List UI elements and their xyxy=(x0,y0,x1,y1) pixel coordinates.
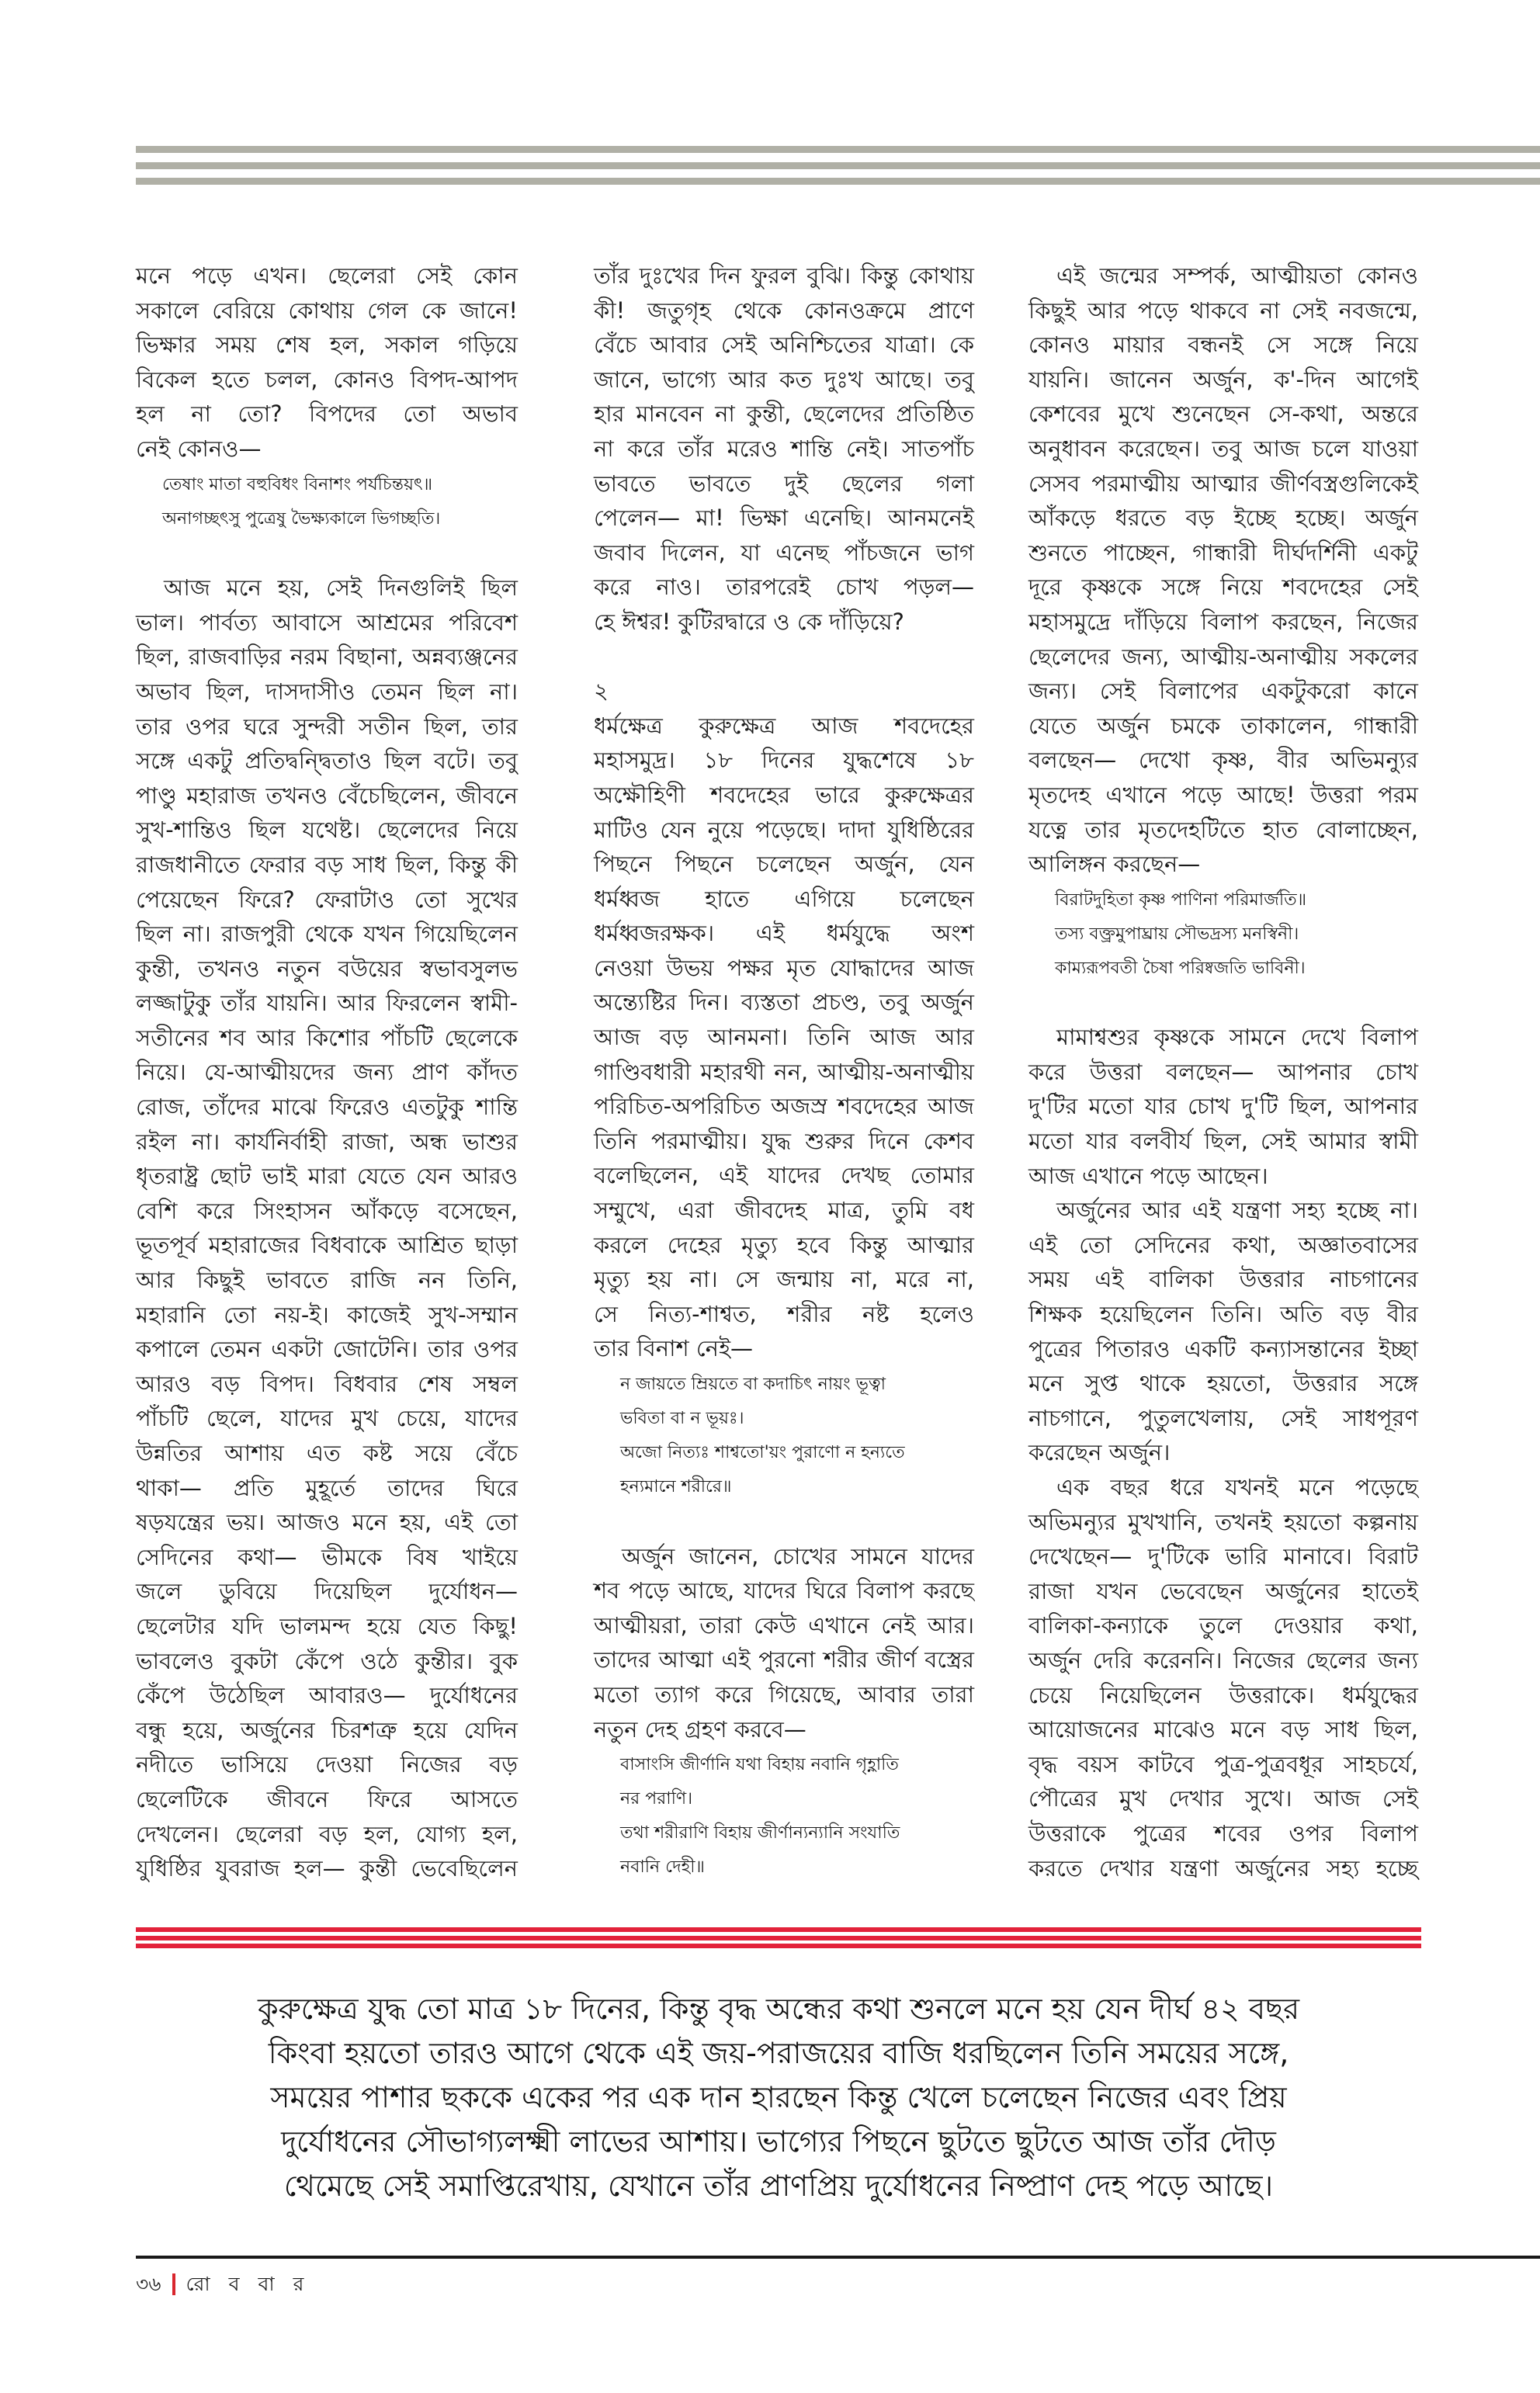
page-footer xyxy=(136,2265,310,2304)
text-line: মামাশ্বশুর কৃষ্ণকে সামনে দেখে বিলাপ xyxy=(1056,1024,1418,1051)
text-line: অর্জুন দেরি করেননি। নিজের ছেলের জন্য xyxy=(1028,1646,1418,1673)
text-line: ধর্মক্ষেত্র কুরুক্ষেত্র আজ শবদেহের xyxy=(594,712,974,739)
text-line: লজ্জাটুকু তাঁর যায়নি। আর ফিরলেন স্বামী- xyxy=(136,990,518,1017)
paragraph xyxy=(136,258,518,466)
text-line: আলিঙ্গন করছেন— xyxy=(1028,851,1201,878)
sanskrit-verse xyxy=(136,468,518,536)
text-line: তিনি পরমাত্মীয়। যুদ্ধ শুরুর দিনে কেশব xyxy=(594,1127,974,1154)
pull-quote-line: দুর্যোধনের সৌভাগ্যলক্ষ্মী লাভের আশায়। ভাগ্যের পিছনে ছুটতে ছুটতে আজ তাঁর দৌড় xyxy=(281,2124,1276,2159)
text-line: কী! জতুগৃহ থেকে কোনওক্রমে প্রাণে xyxy=(594,297,974,324)
text-line: ছেলেদের জন্য, আত্মীয়-অনাত্মীয় সকলের xyxy=(1028,643,1418,670)
text-line: বেশি করে সিংহাসন আঁকড়ে বসেছেন, xyxy=(136,1197,518,1224)
text-line: জবাব দিলেন, যা এনেছ পাঁচজনে ভাগ xyxy=(594,539,974,566)
text-line: পৌত্রের মুখ দেখার সুখে। আজ সেই xyxy=(1028,1785,1418,1812)
pull-quote-line: থেমেছে সেই সমাপ্তিরেখায়, যেখানে তাঁর প্রাণপ্রিয় দুর্যোধনের নিষ্প্রাণ দেহ পড়ে আছে। xyxy=(283,2169,1274,2203)
top-rule xyxy=(136,162,1540,169)
text-line: কুন্তী, তখনও নতুন বউয়ের স্বভাবসুলভ xyxy=(136,955,518,982)
text-line: করলে দেহের মৃত্যু হবে কিন্তু আত্মার xyxy=(594,1231,974,1258)
text-line: সকালে বেরিয়ে কোথায় গেল কে জানে! xyxy=(136,297,518,324)
text-line: ধর্মধ্বজরক্ষক। এই ধর্মযুদ্ধে অংশ xyxy=(594,920,974,947)
paragraph xyxy=(594,258,974,640)
top-rule xyxy=(136,178,1540,185)
paragraph xyxy=(1028,1020,1418,1193)
text-line: পেলেন— মা! ভিক্ষা এনেছি। আনমনেই xyxy=(594,505,974,532)
text-line: সেদিনের কথা— ভীমকে বিষ খাইয়ে xyxy=(136,1543,518,1570)
verse-line: ন জায়তে ম্রিয়তে বা কদাচিৎ নায়ং ভূত্বা xyxy=(620,1375,886,1394)
text-line: থাকা— প্রতি মুহূর্তে তাদের ঘিরে xyxy=(136,1474,518,1501)
text-line: আত্মীয়রা, তারা কেউ এখানে নেই আর। xyxy=(594,1611,974,1639)
text-line: নিয়ে। যে-আত্মীয়দের জন্য প্রাণ কাঁদত xyxy=(136,1059,518,1086)
text-line: করতে দেখার যন্ত্রণা অর্জুনের সহ্য হচ্ছে xyxy=(1028,1854,1418,1881)
page-number: ৩৬ xyxy=(136,2273,161,2295)
pull-quote xyxy=(136,1987,1421,2208)
text-line: মাটিও যেন নুয়ে পড়েছে। দাদা যুধিষ্ঠিরের xyxy=(594,816,974,843)
text-line: এই তো সেদিনের কথা, অজ্ঞাতবাসের xyxy=(1028,1231,1418,1258)
text-line: আজ এখানে পড়ে আছেন। xyxy=(1028,1162,1268,1189)
text-line: আরও বড় বিপদ। বিধবার শেষ সম্বল xyxy=(136,1370,518,1397)
text-line: বিকেল হতে চলল, কোনও বিপদ-আপদ xyxy=(136,366,518,393)
sanskrit-verse xyxy=(1028,883,1418,986)
verse-line: বাসাংসি জীর্ণানি যথা বিহায় নবানি গৃহ্ণাতি xyxy=(620,1755,899,1775)
article-column-3 xyxy=(1028,258,1418,1885)
text-line: এই জন্মের সম্পর্ক, আত্মীয়তা কোনও xyxy=(1056,262,1418,289)
text-line: হল না তো? বিপদের তো অভাব xyxy=(136,401,518,428)
verse-line: বিরাটদুহিতা কৃষ্ণ পাণিনা পরিমার্জতি॥ xyxy=(1055,890,1307,910)
text-line: কপালে তেমন একটা জোটেনি। তার ওপর xyxy=(136,1336,518,1363)
sanskrit-verse xyxy=(594,1748,974,1885)
text-line: কোনও মায়ার বন্ধনই সে সঙ্গে নিয়ে xyxy=(1028,331,1418,359)
text-line: নেওয়া উভয় পক্ষর মৃত যোদ্ধাদের আজ xyxy=(594,954,974,981)
text-line: সতীনের শব আর কিশোর পাঁচটি ছেলেকে xyxy=(136,1024,518,1051)
text-line: যত্নে তার মৃতদেহটিতে হাত বোলাচ্ছেন, xyxy=(1028,816,1418,843)
paragraph xyxy=(1028,1193,1418,1470)
text-line: বলছেন— দেখো কৃষ্ণ, বীর অভিমন্যুর xyxy=(1028,747,1418,774)
text-line: আজ মনে হয়, সেই দিনগুলিই ছিল xyxy=(164,574,518,602)
text-line: সুখ-শান্তিও ছিল যথেষ্ট। ছেলেদের নিয়ে xyxy=(136,817,518,844)
text-line: হার মানবেন না কুন্তী, ছেলেদের প্রতিষ্ঠিত xyxy=(594,401,974,428)
text-line: দূরে কৃষ্ণকে সঙ্গে নিয়ে শবদেহের সেই xyxy=(1028,574,1418,601)
text-line: শিক্ষক হয়েছিলেন তিনি। অতি বড় বীর xyxy=(1028,1301,1418,1328)
text-line: ছিল, রাজবাড়ির নরম বিছানা, অন্নব্যঞ্জনের xyxy=(136,643,518,671)
text-line: অক্ষৌহিণী শবদেহের ভারে কুরুক্ষেত্রর xyxy=(594,781,974,808)
footer-rule xyxy=(136,2256,1540,2259)
text-line: এক বছর ধরে যখনই মনে পড়েছে xyxy=(1056,1474,1418,1500)
paragraph xyxy=(594,709,974,1366)
text-line: আজ বড় আনমনা। তিনি আজ আর xyxy=(594,1024,974,1051)
text-line: কেশবের মুখে শুনেছেন সে-কথা, অন্তরে xyxy=(1028,401,1418,428)
text-line: ভিক্ষার সময় শেষ হল, সকাল গড়িয়ে xyxy=(136,331,518,359)
text-line: নদীতে ভাসিয়ে দেওয়া নিজের বড় xyxy=(136,1751,518,1778)
text-line: ধৃতরাষ্ট্র ছোট ভাই মারা যেতে যেন আরও xyxy=(136,1163,518,1190)
text-line: পাঁচটি ছেলে, যাদের মুখ চেয়ে, যাদের xyxy=(136,1405,518,1432)
text-line: তাঁর দুঃখের দিন ফুরল বুঝি। কিন্তু কোথায় xyxy=(594,262,974,289)
text-line: করেছেন অর্জুন। xyxy=(1028,1439,1171,1466)
text-line: পেয়েছেন ফিরে? ফেরাটাও তো সুখের xyxy=(136,886,518,913)
paragraph xyxy=(136,571,518,1886)
article-column-1 xyxy=(136,258,518,1886)
text-line: নেই কোনও— xyxy=(136,435,262,462)
text-line: সঙ্গে একটু প্রতিদ্বন্দ্বিতাও ছিল বটে। তবু xyxy=(136,747,518,775)
paragraph-spacer xyxy=(136,536,518,571)
text-line: পিছনে পিছনে চলেছেন অর্জুন, যেন xyxy=(594,851,974,878)
text-line: বেঁচে আবার সেই অনিশ্চিতের যাত্রা। কে xyxy=(594,331,974,359)
text-line: মহারানি তো নয়-ই। কাজেই সুখ-সম্মান xyxy=(136,1301,518,1328)
text-line: ষড়যন্ত্রের ভয়। আজও মনে হয়, এই তো xyxy=(136,1509,518,1536)
text-line: যায়নি। জানেন অর্জুন, ক'-দিন আগেই xyxy=(1028,366,1418,393)
text-line: ভাবলেও বুকটা কেঁপে ওঠে কুন্তীর। বুক xyxy=(136,1647,518,1674)
pull-quote-line: কিংবা হয়তো তারও আগে থেকে এই জয়-পরাজয়ের বাজি ধরছিলেন তিনি সময়ের সঙ্গে, xyxy=(268,2036,1289,2070)
text-line: রাজা যখন ভেবেছেন অর্জুনের হাতেই xyxy=(1028,1577,1418,1604)
text-line: চেয়ে নিয়েছিলেন উত্তরাকে। ধর্মযুদ্ধের xyxy=(1028,1681,1418,1708)
text-line: ধর্মধ্বজ হাতে এগিয়ে চলেছেন xyxy=(594,885,974,912)
verse-line: নর পরাণি। xyxy=(620,1789,693,1809)
text-line: করে উত্তরা বলছেন— আপনার চোখ xyxy=(1028,1058,1418,1085)
text-line: মহাসমুদ্র। ১৮ দিনের যুদ্ধশেষে ১৮ xyxy=(594,747,974,774)
text-line: মতো যার বলবীর্য ছিল, সেই আমার স্বামী xyxy=(1028,1128,1418,1155)
sanskrit-verse xyxy=(594,1368,974,1504)
verse-line: অনাগচ্ছৎসু পুত্রেষু ভৈক্ষ্যকালে ভিগচ্ছতি। xyxy=(162,508,441,529)
text-line: নাচগানে, পুতুলখেলায়, সেই সাধপূরণ xyxy=(1028,1404,1418,1431)
text-line: অর্জুনের আর এই যন্ত্রণা সহ্য হচ্ছে না। xyxy=(1056,1197,1418,1224)
pull-quote-rule xyxy=(136,1936,1421,1940)
text-line: যুধিষ্ঠির যুবরাজ হল— কুন্তী ভেবেছিলেন xyxy=(136,1855,518,1882)
text-line: অনুধাবন করেছেন। তবু আজ চলে যাওয়া xyxy=(1028,435,1418,462)
text-line: যেতে অর্জুন চমকে তাকালেন, গান্ধারী xyxy=(1028,712,1418,739)
text-line: না করে তাঁর মরেও শান্তি নেই। সাতপাঁচ xyxy=(594,435,974,462)
paragraph-spacer xyxy=(594,640,974,675)
verse-line: ভবিতা বা ন ভূয়ঃ। xyxy=(620,1409,744,1428)
text-line: জলে ডুবিয়ে দিয়েছিল দুর্যোধন— xyxy=(136,1578,518,1605)
text-line: বন্ধু হয়ে, অর্জুনের চিরশত্রু হয়ে যেদিন xyxy=(136,1716,518,1743)
text-line: আর কিছুই ভাবতে রাজি নন তিনি, xyxy=(136,1267,518,1294)
pull-quote-rule xyxy=(136,1927,1421,1932)
text-line: করে নাও। তারপরেই চোখ পড়ল— xyxy=(594,574,974,601)
verse-line: হন্যমানে শরীরে॥ xyxy=(620,1477,732,1496)
text-line: সে নিত্য-শাশ্বত, শরীর নষ্ট হলেও xyxy=(594,1300,974,1327)
section-number: ২ xyxy=(594,678,609,705)
text-line: পাণ্ডু মহারাজ তখনও বেঁচেছিলেন, জীবনে xyxy=(136,782,518,809)
text-line: কিছুই আর পড়ে থাকবে না সেই নবজন্মে, xyxy=(1028,297,1418,324)
text-line: শব পড়ে আছে, যাদের ঘিরে বিলাপ করছে xyxy=(594,1577,974,1604)
text-line: ভূতপূর্ব মহারাজের বিধবাকে আশ্রিত ছাড়া xyxy=(136,1232,518,1259)
paragraph xyxy=(594,1539,974,1747)
text-line: দু'টির মতো যার চোখ দু'টি ছিল, আপনার xyxy=(1028,1093,1418,1120)
text-line: উন্নতির আশায় এত কষ্ট সয়ে বেঁচে xyxy=(136,1440,518,1466)
text-line: মতো ত্যাগ করে গিয়েছে, আবার তারা xyxy=(594,1680,974,1708)
text-line: সেসব পরমাত্মীয় আত্মার জীর্ণবস্ত্রগুলিকেই xyxy=(1028,470,1418,497)
verse-line: তথা শরীরাণি বিহায় জীর্ণান্যন্যানি সংযাতি xyxy=(620,1823,900,1843)
text-line: মনে সুপ্ত থাকে হয়তো, উত্তরার সঙ্গে xyxy=(1028,1370,1418,1397)
text-line: তার বিনাশ নেই— xyxy=(594,1335,754,1362)
text-line: রোজ, তাঁদের মাঝে ফিরেও এতটুকু শান্তি xyxy=(136,1094,518,1121)
text-line: জন্য। সেই বিলাপের একটুকরো কানে xyxy=(1028,678,1418,705)
pull-quote-line: সময়ের পাশার ছককে একের পর এক দান হারছেন কিন্তু খেলে চলেছেন নিজের এবং প্রিয় xyxy=(270,2080,1287,2114)
text-line: সম্মুখে, এরা জীবদেহ মাত্র, তুমি বধ xyxy=(594,1197,974,1224)
text-line: অন্ত্যেষ্টির দিন। ব্যস্ততা প্রচণ্ড, তবু অর্জুন xyxy=(594,989,974,1016)
text-line: কেঁপে উঠেছিল আবারও— দুর্যোধনের xyxy=(136,1682,518,1709)
top-rule xyxy=(136,146,1540,153)
text-line: হে ঈশ্বর! কুটিরদ্বারে ও কে দাঁড়িয়ে? xyxy=(594,608,904,635)
text-line: তাদের আত্মা এই পুরনো শরীর জীর্ণ বস্ত্রের xyxy=(594,1646,974,1673)
verse-line: নবানি দেহী॥ xyxy=(620,1857,705,1878)
pull-quote-line: কুরুক্ষেত্র যুদ্ধ তো মাত্র ১৮ দিনের, কিন্তু বৃদ্ধ অন্ধের কথা শুনলে মনে হয় যেন দীর্ঘ ৪২ বছর xyxy=(258,1992,1299,2026)
text-line: বৃদ্ধ বয়স কাটবে পুত্র-পুত্রবধূর সাহচর্যে, xyxy=(1028,1750,1418,1777)
text-line: গাণ্ডিবধারী মহারথী নন, আত্মীয়-অনাত্মীয় xyxy=(594,1058,974,1085)
text-line: দেখেছেন— দু'টিকে ভারি মানাবে। বিরাট xyxy=(1028,1543,1418,1570)
text-line: পুত্রের পিতারও একটি কন্যাসন্তানের ইচ্ছা xyxy=(1028,1335,1418,1362)
text-line: উত্তরাকে পুত্রের শবের ওপর বিলাপ xyxy=(1028,1819,1418,1847)
paragraph-spacer xyxy=(594,1504,974,1539)
text-line: মহাসমুদ্রে দাঁড়িয়ে বিলাপ করছেন, নিজের xyxy=(1028,608,1418,635)
text-line: নতুন দেহ গ্রহণ করবে— xyxy=(594,1715,806,1743)
footer-separator xyxy=(172,2273,175,2295)
text-line: বালিকা-কন্যাকে তুলে দেওয়ার কথা, xyxy=(1028,1612,1418,1639)
paragraph xyxy=(1028,1470,1418,1885)
text-line: অভাব ছিল, দাসদাসীও তেমন ছিল না। xyxy=(136,678,518,705)
text-line: শুনতে পাচ্ছেন, গান্ধারী দীর্ঘদর্শিনী একটু xyxy=(1028,539,1418,566)
text-line: দেখলেন। ছেলেরা বড় হল, যোগ্য হল, xyxy=(136,1820,518,1847)
text-line: রাজধানীতে ফেরার বড় সাধ ছিল, কিন্তু কী xyxy=(136,851,518,878)
text-line: অভিমন্যুর মুখখানি, তখনই হয়তো কল্পনায় xyxy=(1028,1508,1418,1535)
text-line: মনে পড়ে এখন। ছেলেরা সেই কোন xyxy=(136,262,518,289)
verse-line: তস্য বক্ত্রমুপাঘ্রায় সৌভদ্রস্য মনস্বিনী। xyxy=(1055,924,1299,944)
text-line: বলেছিলেন, এই যাদের দেখছ তোমার xyxy=(594,1162,974,1189)
verse-line: কাম্যরূপবতী চৈষা পরিষ্বজতি ভাবিনী। xyxy=(1055,958,1306,978)
text-line: আয়োজনের মাঝেও মনে বড় সাধ ছিল, xyxy=(1028,1716,1418,1743)
pull-quote-rule xyxy=(136,1944,1421,1948)
text-line: মৃত্যু হয় না। সে জন্মায় না, মরে না, xyxy=(594,1266,974,1293)
verse-line: তেষাং মাতা বহুবিধং বিনাশং পর্যচিন্তয়ৎ॥ xyxy=(162,474,433,494)
article-column-2 xyxy=(594,258,974,1885)
text-line: রইল না। কার্যনির্বাহী রাজা, অন্ধ ভাশুর xyxy=(136,1128,518,1155)
text-line: ছিল না। রাজপুরী থেকে যখন গিয়েছিলেন xyxy=(136,921,518,948)
text-line: সময় এই বালিকা উত্তরার নাচগানের xyxy=(1028,1266,1418,1293)
text-line: ছেলেটিকে জীবনে ফিরে আসতে xyxy=(136,1785,518,1812)
text-line: ভাবতে ভাবতে দুই ছেলের গলা xyxy=(594,470,974,497)
magazine-name: রো ব বা র xyxy=(186,2273,310,2295)
text-line: জানে, ভাগ্যে আর কত দুঃখ আছে। তবু xyxy=(594,366,974,393)
paragraph xyxy=(1028,258,1418,882)
verse-line: অজো নিত্যঃ শাশ্বতো'য়ং পুরাণো ন হন্যতে xyxy=(620,1443,905,1462)
paragraph-spacer xyxy=(1028,986,1418,1021)
text-line: ভাল। পার্বত্য আবাসে আশ্রমের পরিবেশ xyxy=(136,609,518,636)
text-line: পরিচিত-অপরিচিত অজস্র শবদেহের আজ xyxy=(594,1093,974,1120)
text-line: অর্জুন জানেন, চোখের সামনে যাদের xyxy=(622,1542,974,1569)
text-line: মৃতদেহ এখানে পড়ে আছে! উত্তরা পরম xyxy=(1028,781,1418,808)
text-line: তার ওপর ঘরে সুন্দরী সতীন ছিল, তার xyxy=(136,713,518,740)
text-line: ছেলেটার যদি ভালমন্দ হয়ে যেত কিছু! xyxy=(136,1612,518,1639)
text-line: আঁকড়ে ধরতে বড় ইচ্ছে হচ্ছে। অর্জুন xyxy=(1028,505,1418,532)
